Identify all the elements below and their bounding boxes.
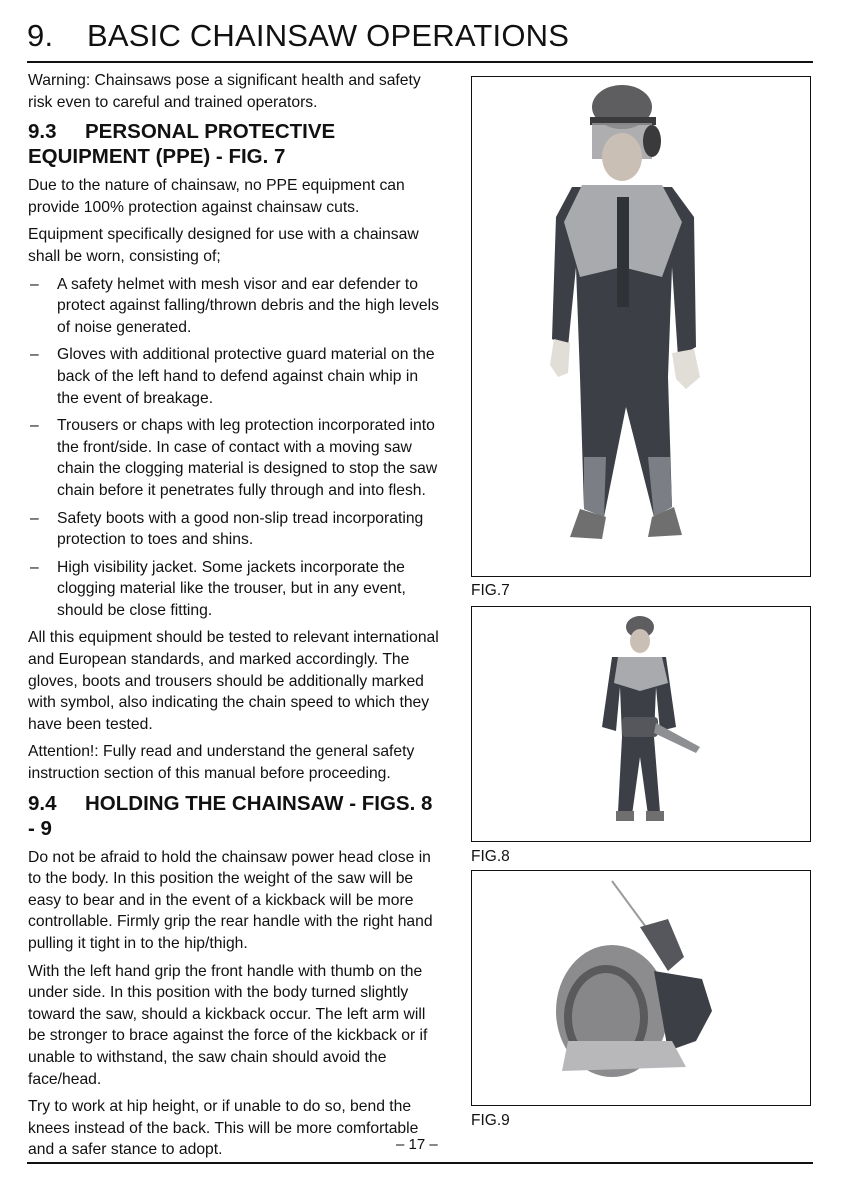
figure-9-frame [471, 870, 811, 1106]
holding-chainsaw-illustration [472, 607, 809, 840]
list-item: – Safety boots with a good non-slip tread incorporating protection to toes and shins. [28, 508, 440, 551]
chapter-number: 9. [27, 18, 54, 53]
chapter-title: BASIC CHAINSAW OPERATIONS [87, 18, 570, 53]
holding-paragraph-3: Try to work at hip height, or if unable to do so, bend the knees instead of the back. This will be more comfortable and a safer stance to adopt. [28, 1098, 419, 1159]
list-item: – High visibility jacket. Some jackets incorporate the clogging material like the trouser, but in any event, should be close fitting. [28, 557, 440, 622]
section-title: PERSONAL PROTECTIVE EQUIPMENT (PPE) - FIG. 7 [28, 120, 336, 169]
helmet-kickback-illustration [472, 871, 809, 1104]
header-rule [27, 61, 813, 63]
section-title: HOLDING THE CHAINSAW - FIGS. 8 - 9 [28, 791, 433, 840]
figure-9-caption: FIG.9 [471, 1112, 510, 1129]
list-item: – Gloves with additional protective guard material on the back of the left hand to defend against chain whip in the event of breakage. [28, 344, 440, 409]
section-number: 9.3 [28, 120, 57, 144]
ppe-paragraph-2: Equipment specifically designed for use with a chainsaw shall be worn, consisting of; [28, 226, 419, 265]
page-number: – 17 – [396, 1136, 438, 1153]
ppe-paragraph-1: Due to the nature of chainsaw, no PPE equipment can provide 100% protection against chainsaw cuts. [28, 177, 405, 216]
holding-paragraph-1: Do not be afraid to hold the chainsaw power head close in to the body. In this position the weight of the saw will be easy to bear and in the event of a kickback will be more controllable. Firmly grip the rear handle with the right hand pulling it tight in to the hip/thigh. [28, 848, 433, 952]
ppe-attention: Attention!: Fully read and understand the general safety instruction section of this manual before proceeding. [28, 743, 415, 783]
section-number: 9.4 [28, 791, 57, 815]
list-item: – Trousers or chaps with leg protection incorporated into the front/side. In case of contact with a moving saw chain the clogging material is designed to stop the saw chain before it penetrates fully through and into flesh. [28, 415, 440, 501]
figure-7-caption: FIG.7 [471, 582, 510, 599]
ppe-figure-illustration [472, 77, 809, 575]
figure-7-frame [471, 76, 811, 577]
footer-rule [27, 1162, 813, 1164]
figure-8-frame [471, 606, 811, 842]
section-heading-9-4 [28, 791, 440, 841]
ppe-list [28, 274, 440, 622]
ppe-paragraph-3: All this equipment should be tested to relevant international and European standards, and marked accordingly. The gloves, boots and trousers should be additionally marked with symbol, also indicating the chain speed to which they have been tested. [28, 629, 439, 733]
text-column [28, 70, 440, 1167]
holding-paragraph-2: With the left hand grip the front handle with thumb on the under side. In this position with the body turned slightly toward the saw, should a kickback occur. The left arm will be stronger to brace against the force of the kickback or if unable to withstand, the saw chain should avoid the face/head. [28, 962, 428, 1088]
intro-warning: Warning: Chainsaws pose a significant health and safety risk even to careful and trained operators. [28, 72, 421, 111]
list-item: – A safety helmet with mesh visor and ear defender to protect against falling/thrown debris and the high levels of noise generated. [28, 274, 440, 339]
section-heading-9-3 [28, 119, 440, 169]
page-title [27, 18, 569, 54]
figure-8-caption: FIG.8 [471, 848, 510, 865]
